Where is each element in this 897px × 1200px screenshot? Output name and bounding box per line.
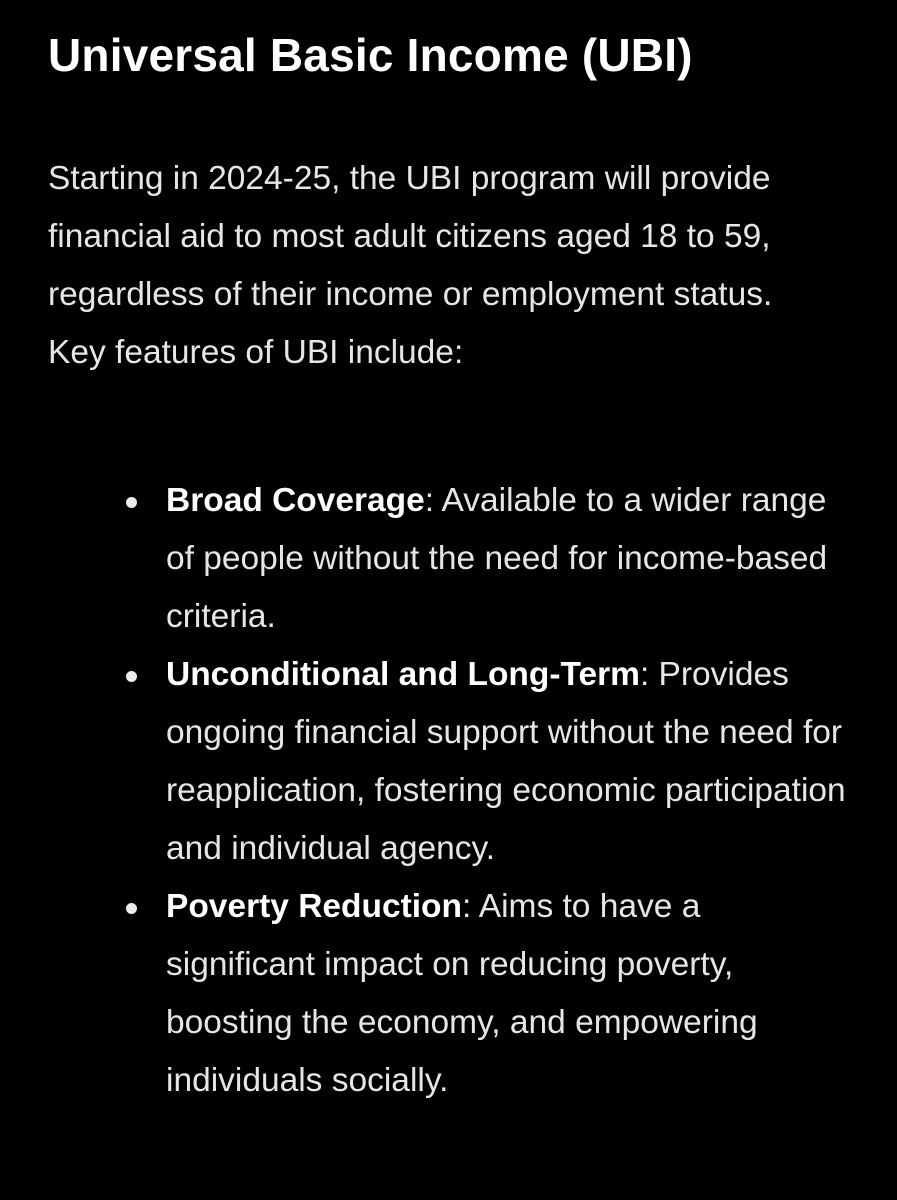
bullet-icon xyxy=(126,671,137,682)
feature-item-unconditional xyxy=(48,646,848,878)
feature-item-broad-coverage xyxy=(48,472,848,646)
feature-description: : Available to a wider range of people without the need for income-based criteria. xyxy=(166,482,828,635)
feature-name: Broad Coverage xyxy=(166,482,425,519)
features-list xyxy=(48,472,848,1110)
feature-name: Unconditional and Long-Term xyxy=(166,656,640,693)
feature-name: Poverty Reduction xyxy=(166,888,462,925)
article-content xyxy=(48,20,848,1099)
bullet-icon xyxy=(126,497,137,508)
feature-item-poverty-reduction xyxy=(48,878,848,1110)
feature-description: : Provides ongoing financial support without the need for reapplication, fostering economic participation and individual agency. xyxy=(166,656,846,867)
page-title: Universal Basic Income (UBI) xyxy=(48,29,693,81)
feature-description: : Aims to have a significant impact on reducing poverty, boosting the economy, and empowering individuals socially. xyxy=(166,888,758,1099)
intro-paragraph: Starting in 2024-25, the UBI program will provide financial aid to most adult citizens aged 18 to 59, regardless of their income or employment status. Key features of UBI include: xyxy=(48,160,773,371)
bullet-icon xyxy=(126,903,137,914)
